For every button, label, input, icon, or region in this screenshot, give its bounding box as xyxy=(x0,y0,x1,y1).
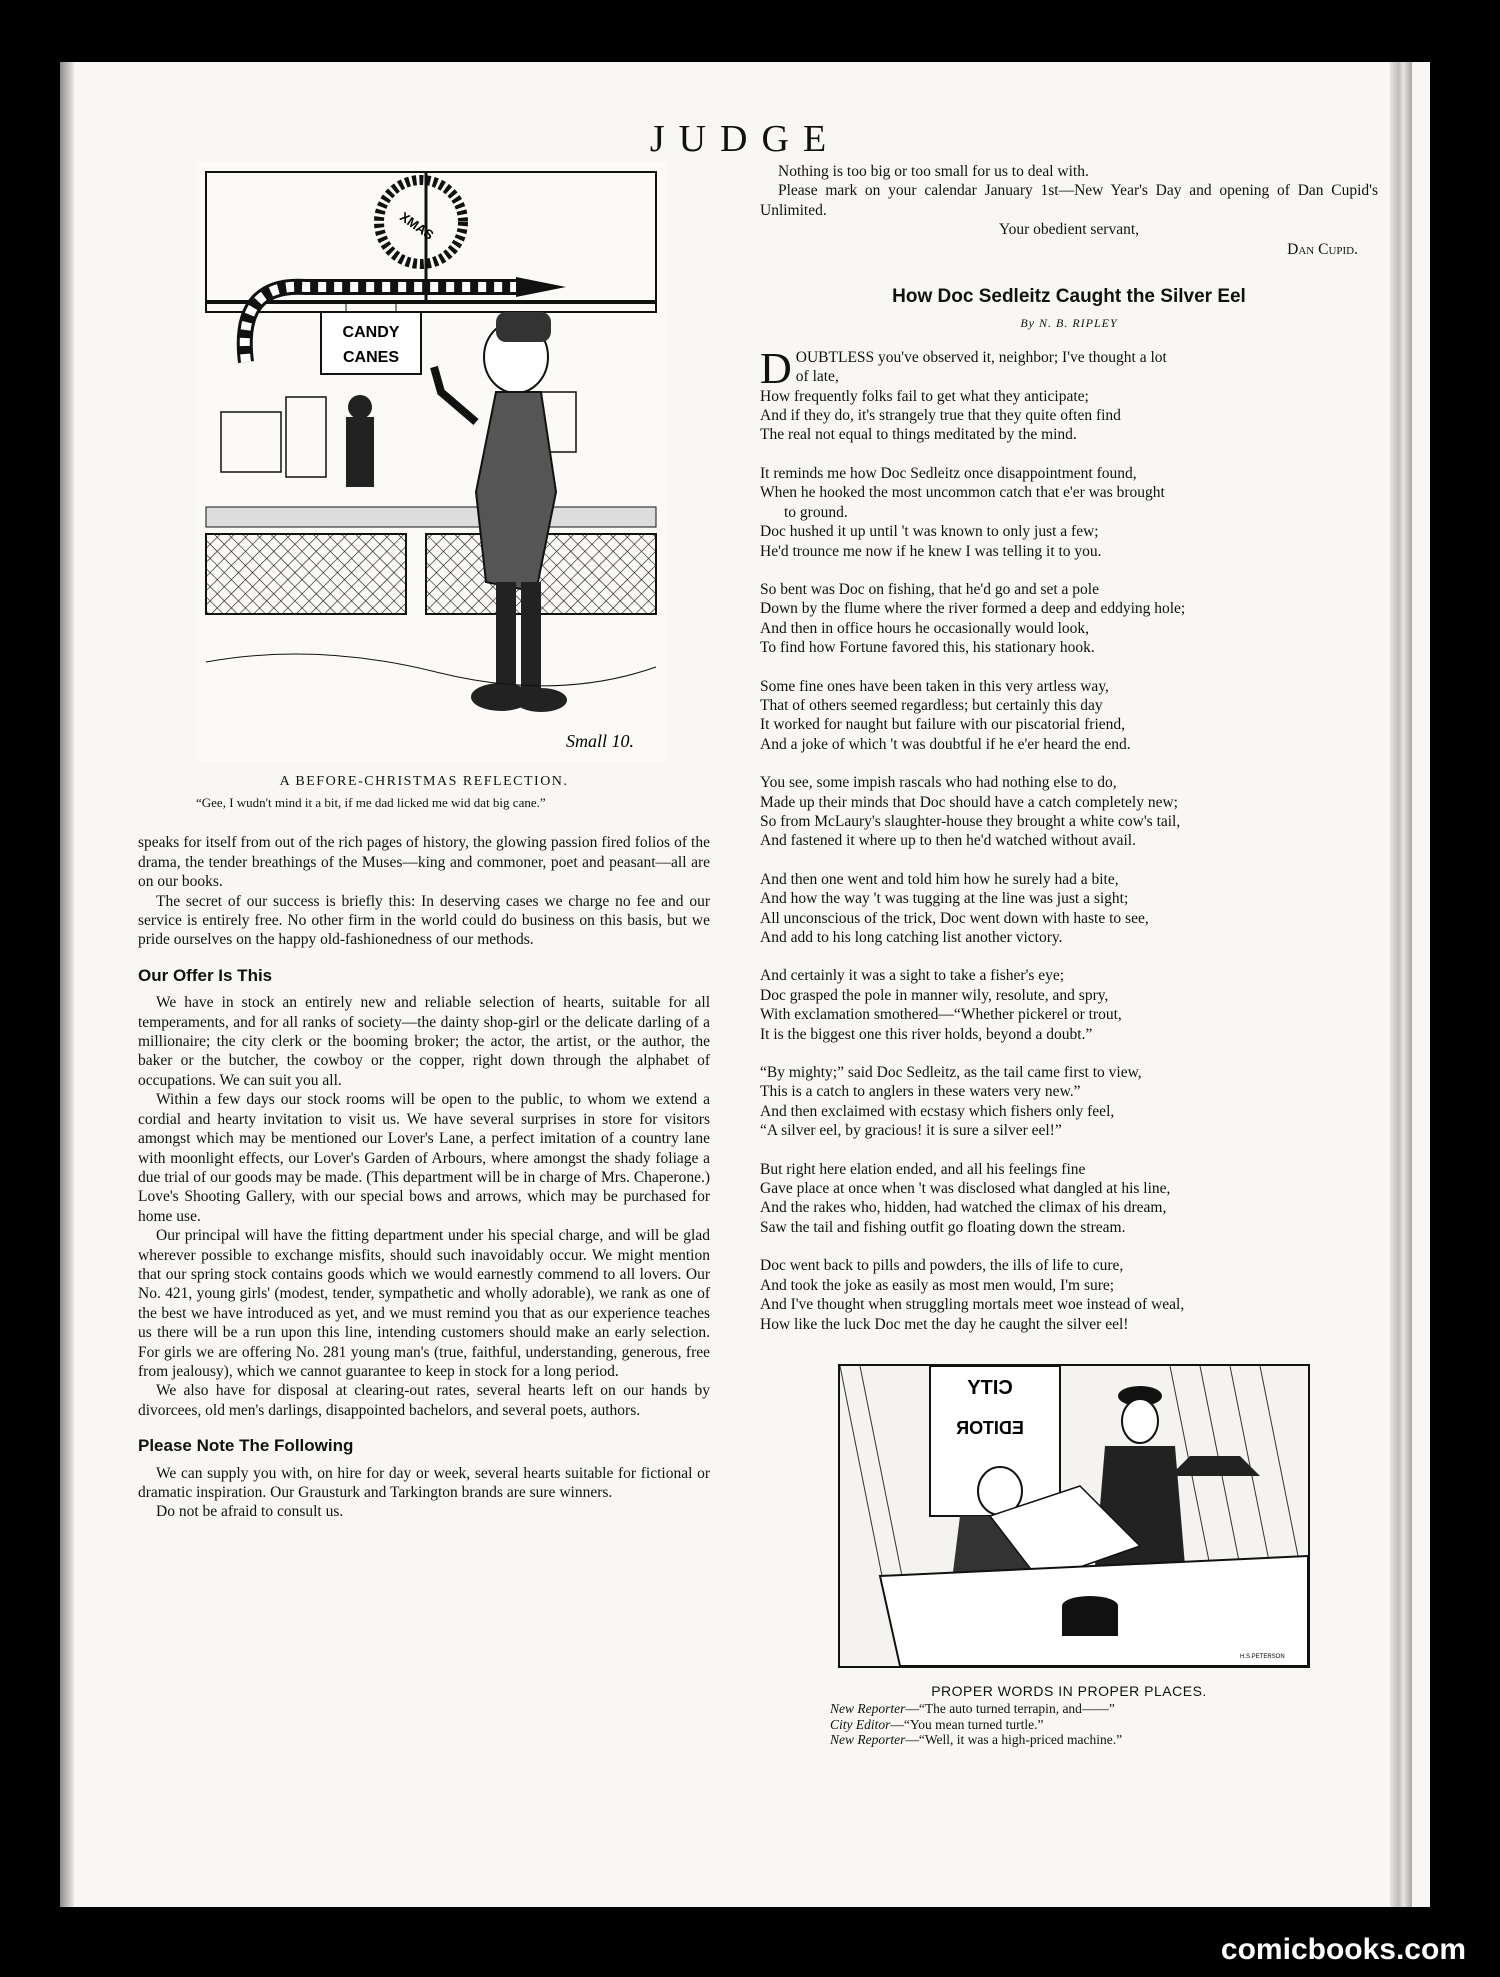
poem-line: Doc grasped the pole in manner wily, resolute, and spry, xyxy=(760,986,1109,1004)
cartoon-candy-canes xyxy=(196,162,666,762)
cartoon2-signature: H.S.PETERSON xyxy=(1240,1653,1285,1660)
cartoon-candy-canes-drawing xyxy=(196,162,666,762)
poem-byline: By N. B. RIPLEY xyxy=(1020,316,1118,331)
stanza-9 xyxy=(760,1160,1378,1238)
poem-line: How frequently folks fail to get what they anticipate; xyxy=(760,387,1089,405)
page-edge xyxy=(1390,62,1412,1907)
poem-line: It reminds me how Doc Sedleitz once disappointment found, xyxy=(760,464,1137,482)
door-text-city: CITY xyxy=(967,1376,1013,1399)
dialogue-text: —“The auto turned terrapin, and——” xyxy=(905,1701,1115,1717)
poem-line: And how the way 't was tugging at the line was just a sight; xyxy=(760,890,1129,908)
offer-para: We also have for disposal at clearing-out rates, several hearts left on our hands by divorcees, old men's darlings, disappointed bachelors, and several poets, authors. xyxy=(138,1382,710,1419)
signoff: Dan Cupid. xyxy=(1287,240,1358,258)
cartoon-caption-text: “Gee, I wudn't mind it a bit, if me dad licked me wid dat big cane.” xyxy=(196,795,546,811)
poem-line: How like the luck Doc met the day he caught the silver eel! xyxy=(760,1315,1129,1333)
para-continue: speaks for itself from out of the rich pages of history, the glowing passion fired folios of the drama, the tender breathings of the Muses—king and commoner, poet and peasant—all are on our books. xyxy=(138,834,710,891)
poem-line: Saw the tail and fishing outfit go floating down the stream. xyxy=(760,1218,1126,1236)
poem-line: The real not equal to things meditated by the mind. xyxy=(760,426,1077,444)
speaker: City Editor xyxy=(830,1716,891,1732)
stanza-4 xyxy=(760,677,1378,755)
speaker: New Reporter xyxy=(830,1701,906,1717)
poem-line: So from McLaury's slaughter-house they brought a white cow's tail, xyxy=(760,812,1181,830)
sign-line1: CANDY xyxy=(342,324,400,341)
dialogue-text: —“You mean turned turtle.” xyxy=(890,1716,1044,1732)
right-column xyxy=(760,162,1378,1748)
poem-line: “A silver eel, by gracious! it is sure a silver eel!” xyxy=(760,1122,1062,1140)
poem-line: And if they do, it's strangely true that they quite often find xyxy=(760,407,1121,425)
poem-line: And add to his long catching list another victory. xyxy=(760,929,1063,946)
dialogue-line xyxy=(830,1732,1378,1748)
offer-para: Within a few days our stock rooms will be open to the public, to whom we extend a cordial and hearty invitation to visit us. We have several surprises in store for visitors amongst which may be mentioned our Lover's Lane, a perfect imitation of a country lane with moonlight effects, our Lover's Garden of Arbours, where amongst the shady foliage a due trial of our goods may be made. (This department will be in charge of Mrs. Chaperone.) Love's Shooting Gallery, with our special bows and arrows, which may be purchased for home use. xyxy=(138,1091,710,1225)
poem-line: And I've thought when struggling mortals meet woe instead of weal, xyxy=(760,1296,1185,1314)
dialogue-text: —“Well, it was a high-priced machine.” xyxy=(905,1732,1123,1748)
wreath-text: XMAS xyxy=(397,208,437,243)
stanza-1 xyxy=(760,343,1378,445)
poem-line: to ground. xyxy=(784,503,848,521)
magazine-page xyxy=(60,62,1430,1907)
poem-line: This is a catch to anglers in these waters very new.” xyxy=(760,1083,1081,1101)
poem-line: And fastened it where up to then he'd watched without avail. xyxy=(760,832,1136,850)
poem-line: And certainly it was a sight to take a fisher's eye; xyxy=(760,967,1065,985)
poem-line: So bent was Doc on fishing, that he'd go and set a pole xyxy=(760,580,1099,598)
stanza-8 xyxy=(760,1063,1378,1141)
poem xyxy=(760,343,1378,1334)
heading-note: Please Note The Following xyxy=(138,1436,354,1456)
poem-line: You see, some impish rascals who had nothing else to do, xyxy=(760,774,1117,792)
dialogue-line xyxy=(830,1717,1378,1733)
masthead: JUDGE xyxy=(649,118,841,160)
cartoon-signature: Small 10. xyxy=(566,731,635,751)
left-column xyxy=(138,162,710,1522)
note-para: We can supply you with, on hire for day or week, several hearts suitable for fictional or dramatic inspiration. Our Grausturk and Tarkington brands are sure winners. xyxy=(138,1464,710,1501)
poem-title: How Doc Sedleitz Caught the Silver Eel xyxy=(892,286,1246,308)
poem-line: But right here elation ended, and all his feelings fine xyxy=(760,1160,1086,1178)
poem-line: And a joke of which 't was doubtful if he e'er heard the end. xyxy=(760,735,1131,753)
cartoon2-dialogue xyxy=(830,1701,1378,1748)
note-para: Do not be afraid to consult us. xyxy=(156,1503,344,1521)
poem-line: Doc hushed it up until 't was known to only just a few; xyxy=(760,523,1099,541)
first-line: OUBTLESS you've observed it, neighbor; I've thought a lot xyxy=(795,348,1167,366)
stanza-6 xyxy=(760,870,1378,948)
poem-line: With exclamation smothered—“Whether pickerel or trout, xyxy=(760,1006,1122,1024)
poem-line: That of others seemed regardless; but certainly this day xyxy=(760,696,1103,714)
heading-offer: Our Offer Is This xyxy=(138,965,273,985)
cartoon-caption-title: A BEFORE-CHRISTMAS REFLECTION. xyxy=(279,774,569,789)
poem-line: And then one went and told him how he surely had a bite, xyxy=(760,870,1119,888)
poem-line: He'd trounce me now if he knew I was telling it to you. xyxy=(760,542,1102,560)
poem-line: To find how Fortune favored this, his stationary hook. xyxy=(760,639,1095,657)
poem-line: Made up their minds that Doc should have a catch completely new; xyxy=(760,793,1178,811)
speaker: New Reporter xyxy=(830,1732,906,1748)
para-secret: The secret of our success is briefly this: In deserving cases we charge no fee and our service is entirely free. No other firm in the world could do business on this basis, but we pride ourselves on the happy old-fashionedness of our methods. xyxy=(138,892,710,949)
cartoon-city-editor-drawing xyxy=(840,1366,1308,1666)
poem-line: And the rakes who, hidden, had watched the climax of his dream, xyxy=(760,1199,1167,1217)
stanza-5 xyxy=(760,773,1378,851)
stanza-10 xyxy=(760,1256,1378,1334)
closing: Your obedient servant, xyxy=(998,221,1140,239)
stanza-2 xyxy=(760,464,1378,561)
poem-line: When he hooked the most uncommon catch that e'er was brought xyxy=(760,484,1165,502)
poem-line: It worked for naught but failure with our piscatorial friend, xyxy=(760,716,1125,734)
offer-para: We have in stock an entirely new and reliable selection of hearts, suitable for all temperaments, and for all ranks of society—the dainty shop-girl or the delicate darling of a millionaire; the city clerk or the booming broker; the actor, the artist, or the author, the baker or the butcher, the cowboy or the copper, right down through the alphabet of occupations. We can suit you all. xyxy=(138,994,710,1089)
poem-line: And took the joke as easily as most men would, I'm sure; xyxy=(760,1276,1115,1294)
poem-line: All unconscious of the trick, Doc went down with haste to see, xyxy=(760,909,1149,927)
stanza-7 xyxy=(760,966,1378,1044)
cartoon2-caption-title: PROPER WORDS IN PROPER PLACES. xyxy=(931,1682,1207,1699)
left-prose xyxy=(138,833,710,1521)
watermark: comicbooks.com xyxy=(1220,1933,1466,1966)
poem-line: And then exclaimed with ecstasy which fishers only feel, xyxy=(760,1102,1115,1120)
poem-line: Down by the flume where the river formed a deep and eddying hole; xyxy=(760,600,1186,618)
sign-line2: CANES xyxy=(342,349,400,366)
top-line: Nothing is too big or too small for us to deal with. xyxy=(778,163,1089,180)
stanza-3 xyxy=(760,580,1378,658)
poem-line: Some fine ones have been taken in this very artless way, xyxy=(760,677,1109,695)
right-top-text xyxy=(760,162,1378,259)
poem-line: It is the biggest one this river holds, beyond a doubt.” xyxy=(760,1025,1093,1043)
top-line: Please mark on your calendar January 1st—New Year's Day and opening of Dan Cupid's Unlimited. xyxy=(760,182,1378,219)
page-spine xyxy=(60,62,74,1907)
dropcap: D xyxy=(760,343,792,393)
poem-line: And then in office hours he occasionally would look, xyxy=(760,619,1090,637)
first-line-cont: of late, xyxy=(795,368,839,386)
dialogue-line xyxy=(830,1701,1378,1717)
door-text-editor: EDITOR xyxy=(956,1417,1024,1438)
poem-line: Gave place at once when 't was disclosed what dangled at his line, xyxy=(760,1180,1171,1198)
offer-para: Our principal will have the fitting department under his special charge, and will be glad wherever possible to exchange misfits, should such inavoidably occur. We might mention that our spring stock contains goods which we would earnestly commend to all lovers. Our No. 421, young girls' (modest, tender, sympathetic and wholly adorable), we rank as one of the best we have introduced as yet, and we must remind you that as our experience teaches us there will be a run upon this line, intending customers should make an early selection. For girls we are offering No. 281 young man's (true, faithful, understanding, generous, free from jealousy), which we cannot guarantee to keep in stock for a long period. xyxy=(138,1227,710,1380)
poem-line: “By mighty;” said Doc Sedleitz, as the tail came first to view, xyxy=(760,1064,1142,1082)
cartoon-city-editor xyxy=(838,1364,1310,1668)
poem-line: Doc went back to pills and powders, the ills of life to cure, xyxy=(760,1257,1124,1275)
